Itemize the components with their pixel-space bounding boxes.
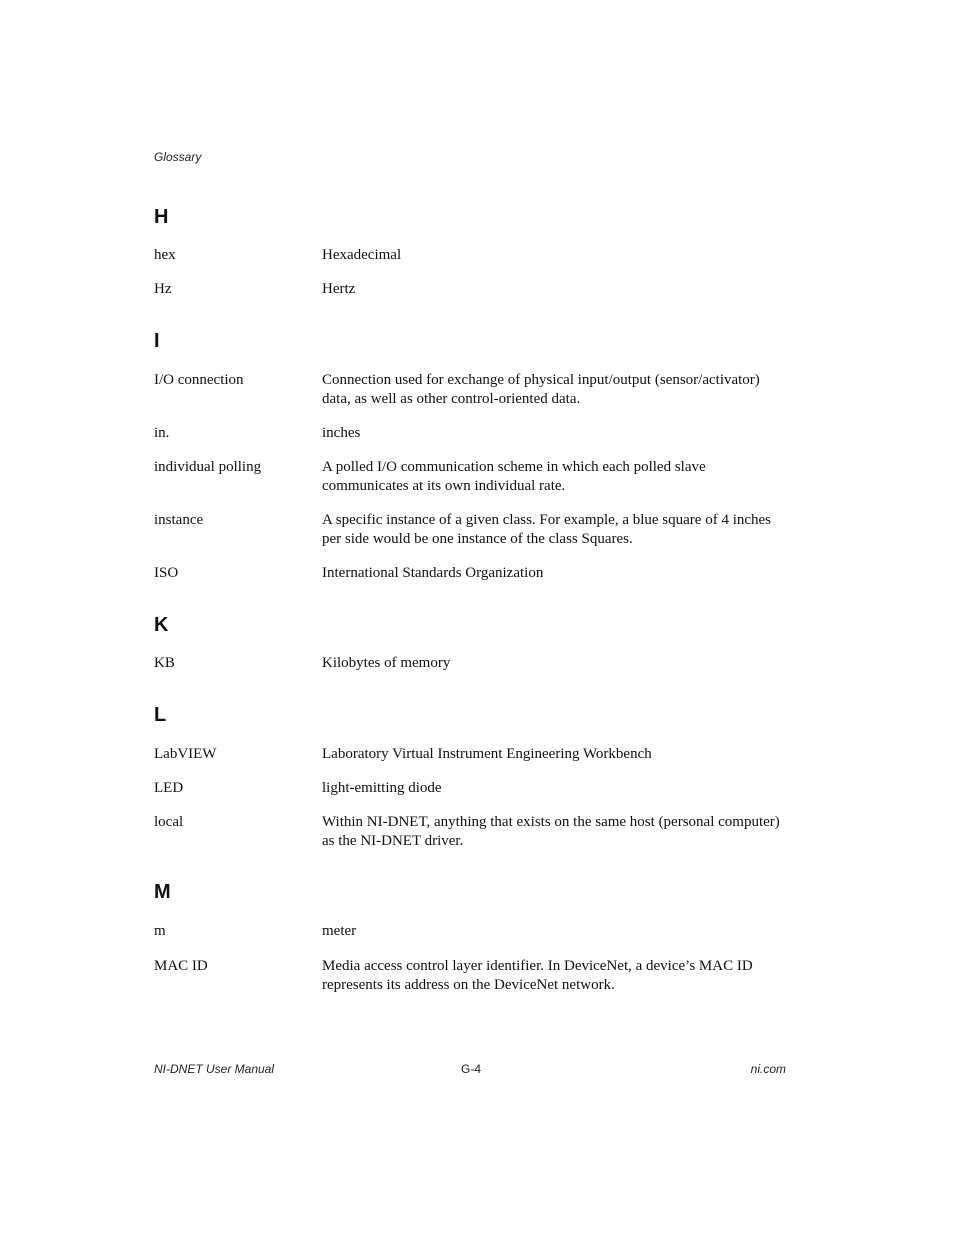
term-hz: Hz [154, 281, 172, 297]
definition-m: meter [322, 923, 357, 939]
definition-labview: Laboratory Virtual Instrument Engineering Workbench [322, 746, 652, 762]
term-mac-id: MAC ID [154, 958, 208, 974]
definition-mac-id: Media access control layer identifier. In DeviceNet, a device’s MAC ID represents its address on the DeviceNet network. [322, 958, 753, 993]
definition-kb: Kilobytes of memory [322, 655, 451, 671]
section-letter-k: K [154, 614, 169, 636]
footer-website: ni.com [750, 1062, 786, 1076]
term-instance: instance [154, 512, 204, 528]
page-number: G-4 [461, 1062, 482, 1076]
running-header: Glossary [154, 150, 202, 164]
definition-in: inches [322, 425, 361, 441]
term-hex: hex [154, 247, 176, 263]
footer-manual-title: NI-DNET User Manual [154, 1062, 275, 1076]
term-io-connection: I/O connection [154, 372, 244, 388]
term-led: LED [154, 780, 184, 796]
definition-led: light-emitting diode [322, 780, 442, 796]
section-letter-i: I [154, 330, 160, 352]
definition-hz: Hertz [322, 281, 356, 297]
definition-local: Within NI-DNET, anything that exists on the same host (personal computer) as the NI-DNET driver. [322, 814, 780, 849]
definition-instance: A specific instance of a given class. For example, a blue square of 4 inches per side would be one instance of the class Squares. [322, 512, 772, 547]
term-m: m [154, 923, 166, 939]
definition-individual-polling: A polled I/O communication scheme in which each polled slave communicates at its own individual rate. [322, 459, 706, 494]
term-kb: KB [154, 655, 175, 671]
section-letter-m: M [154, 881, 171, 903]
term-local: local [154, 814, 184, 830]
section-letter-h: H [154, 206, 169, 228]
definition-hex: Hexadecimal [322, 247, 402, 263]
definition-iso: International Standards Organization [322, 565, 544, 581]
term-iso: ISO [154, 565, 179, 581]
term-in: in. [154, 425, 170, 441]
definition-io-connection: Connection used for exchange of physical input/output (sensor/activator) data, as well as other control-oriented data. [322, 372, 760, 407]
term-labview: LabVIEW [154, 746, 217, 762]
section-letter-l: L [154, 704, 167, 726]
term-individual-polling: individual polling [154, 459, 262, 475]
